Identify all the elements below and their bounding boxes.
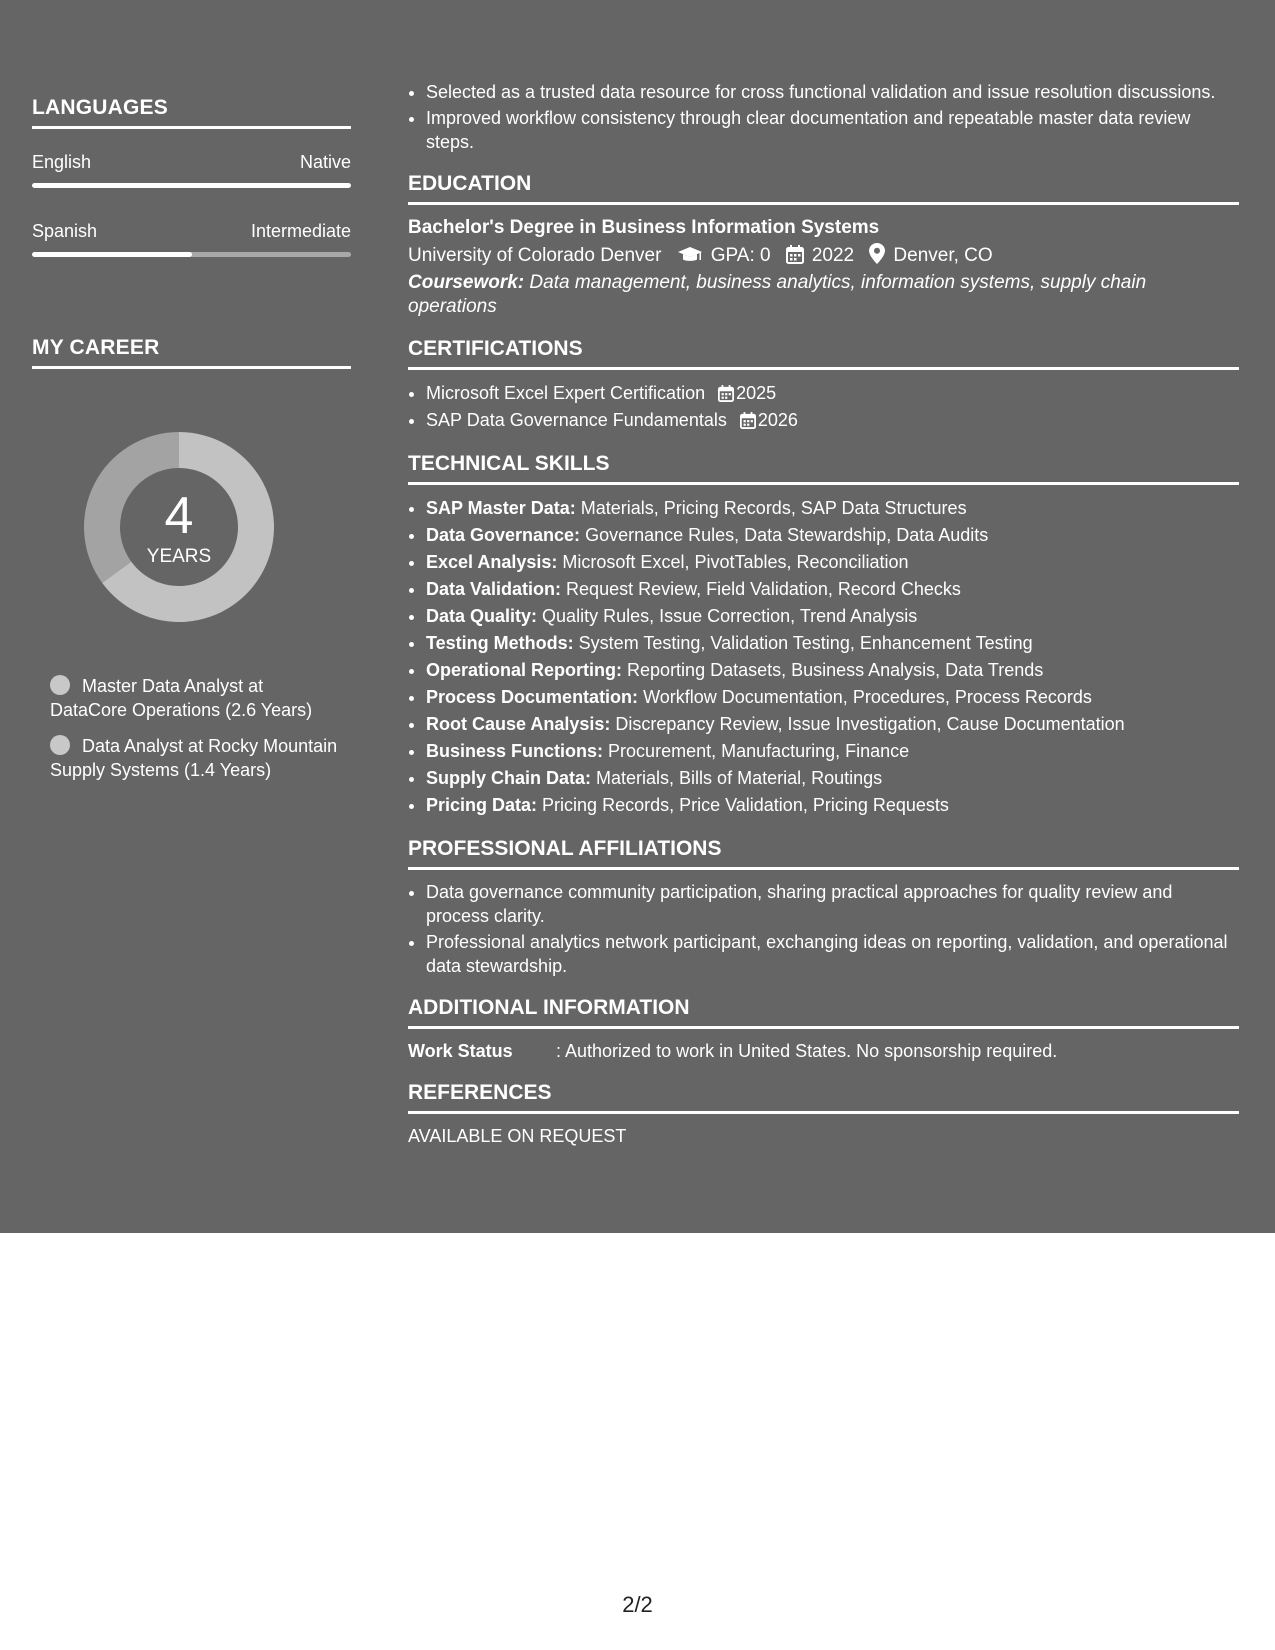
skill-item [426,495,1239,522]
affiliation-item: • Professional analytics network participant, exchanging ideas on reporting, validation, and operational data stewardship. [426,930,1239,978]
affiliations-rule [408,867,1239,870]
certifications-title: CERTIFICATIONS [408,337,583,360]
skill-value: Materials, Pricing Records, SAP Data Structures [580,498,967,518]
career-item [50,674,340,722]
language-name: Spanish [32,221,98,241]
language-bar [32,183,351,188]
certification-year: 2025 [736,383,777,403]
skill-label: Supply Chain Data: [426,768,592,788]
skill-item [426,603,1239,630]
skill-value: Quality Rules, Issue Correction, Trend Analysis [542,606,918,626]
certifications-list [408,380,1239,434]
language-bar-fill [32,183,351,188]
certification-item [426,407,1239,434]
career-item-label: Data Analyst at Rocky Mountain Supply Systems (1.4 Years) [50,736,338,780]
calendar-icon [786,245,804,264]
education-location: Denver, CO [893,245,993,266]
legend-dot [50,675,70,695]
skill-item [426,657,1239,684]
education-details [408,241,1239,271]
skill-item [426,738,1239,765]
skill-label: Testing Methods: [426,633,574,653]
career-rule [32,366,351,369]
skill-item [426,792,1239,819]
affiliations-list [408,880,1239,978]
language-level: Native [299,152,351,172]
language-level: Intermediate [250,221,351,241]
language-bar-fill [32,252,192,257]
skill-label: SAP Master Data: [426,498,576,518]
career-donut-label [66,488,292,568]
skill-item [426,684,1239,711]
career-total-years: 4 [164,487,194,545]
calendar-icon [718,385,734,402]
skill-label: Business Functions: [426,741,604,761]
coursework-label: Coursework: [408,272,525,293]
skill-value: Workflow Documentation, Procedures, Process Records [643,687,1092,707]
languages-section [32,96,351,129]
work-status-value: : Authorized to work in United States. No sponsorship required. [556,1041,1058,1061]
skill-label: Excel Analysis: [426,552,558,572]
career-total-unit: YEARS [146,546,212,567]
skill-label: Operational Reporting: [426,660,623,680]
education-title: EDUCATION [408,172,532,195]
language-name: English [32,152,92,172]
skill-label: Data Quality: [426,606,538,626]
career-item [50,734,340,782]
skill-label: Data Governance: [426,525,581,545]
education-degree: Bachelor's Degree in Business Information Systems [408,217,880,238]
skill-item [426,522,1239,549]
certifications-rule [408,367,1239,370]
languages-title: LANGUAGES [32,96,168,119]
work-status-label: Work Status [408,1041,513,1061]
experience-bullets [408,80,1239,154]
education-rule [408,202,1239,205]
work-status-row [408,1039,1239,1063]
language-bar [32,252,351,257]
experience-bullet: • Improved workflow consistency through clear documentation and repeatable master data review steps. [426,106,1239,154]
skill-item [426,765,1239,792]
education-coursework [408,271,1239,319]
skill-label: Data Validation: [426,579,562,599]
career-list [50,674,340,794]
skill-value: Pricing Records, Price Validation, Pricing Requests [542,795,949,815]
calendar-icon [740,412,756,429]
legend-dot [50,735,70,755]
page-number: 2/2 [622,1592,653,1617]
certification-year: 2026 [757,410,798,430]
skills-rule [408,482,1239,485]
affiliations-title: PROFESSIONAL AFFILIATIONS [408,837,722,860]
career-item-label: Master Data Analyst at DataCore Operations (2.6 Years) [50,676,313,720]
coursework-text: Data management, business analytics, information systems, supply chain operations [408,272,1147,317]
affiliation-item: • Data governance community participation, sharing practical approaches for quality review and process clarity. [426,880,1239,928]
certification-name: Microsoft Excel Expert Certification [426,383,706,403]
references-rule [408,1111,1239,1114]
right-column [408,80,1239,1148]
additional-rule [408,1026,1239,1029]
skill-value: Request Review, Field Validation, Record Checks [566,579,961,599]
location-pin-icon [869,243,885,264]
skill-label: Pricing Data: [426,795,538,815]
skill-item [426,630,1239,657]
skill-value: Governance Rules, Data Stewardship, Data Audits [585,525,989,545]
experience-bullet: • Selected as a trusted data resource for cross functional validation and issue resolution discussions. [426,80,1239,104]
skill-value: System Testing, Validation Testing, Enhancement Testing [578,633,1033,653]
skill-item [426,549,1239,576]
skill-label: Root Cause Analysis: [426,714,611,734]
skill-value: Procurement, Manufacturing, Finance [608,741,910,761]
skill-value: Discrepancy Review, Issue Investigation, Cause Documentation [615,714,1125,734]
references-title: REFERENCES [408,1081,552,1104]
languages-rule [32,126,351,129]
career-section [32,336,351,369]
skill-value: Microsoft Excel, PivotTables, Reconciliation [562,552,909,572]
graduation-cap-icon [677,246,703,264]
education-school: University of Colorado Denver [408,245,662,266]
skill-value: Materials, Bills of Material, Routings [596,768,883,788]
education-gpa: GPA: 0 [710,245,771,266]
certification-item [426,380,1239,407]
skills-title: TECHNICAL SKILLS [408,452,610,475]
skills-list [408,495,1239,819]
skill-item [426,576,1239,603]
references-text: AVAILABLE ON REQUEST [408,1126,627,1146]
certification-name: SAP Data Governance Fundamentals [426,410,727,430]
skill-item [426,711,1239,738]
skill-value: Reporting Datasets, Business Analysis, Data Trends [627,660,1044,680]
career-title: MY CAREER [32,336,160,359]
skill-label: Process Documentation: [426,687,639,707]
education-year: 2022 [811,245,855,266]
additional-title: ADDITIONAL INFORMATION [408,996,690,1019]
